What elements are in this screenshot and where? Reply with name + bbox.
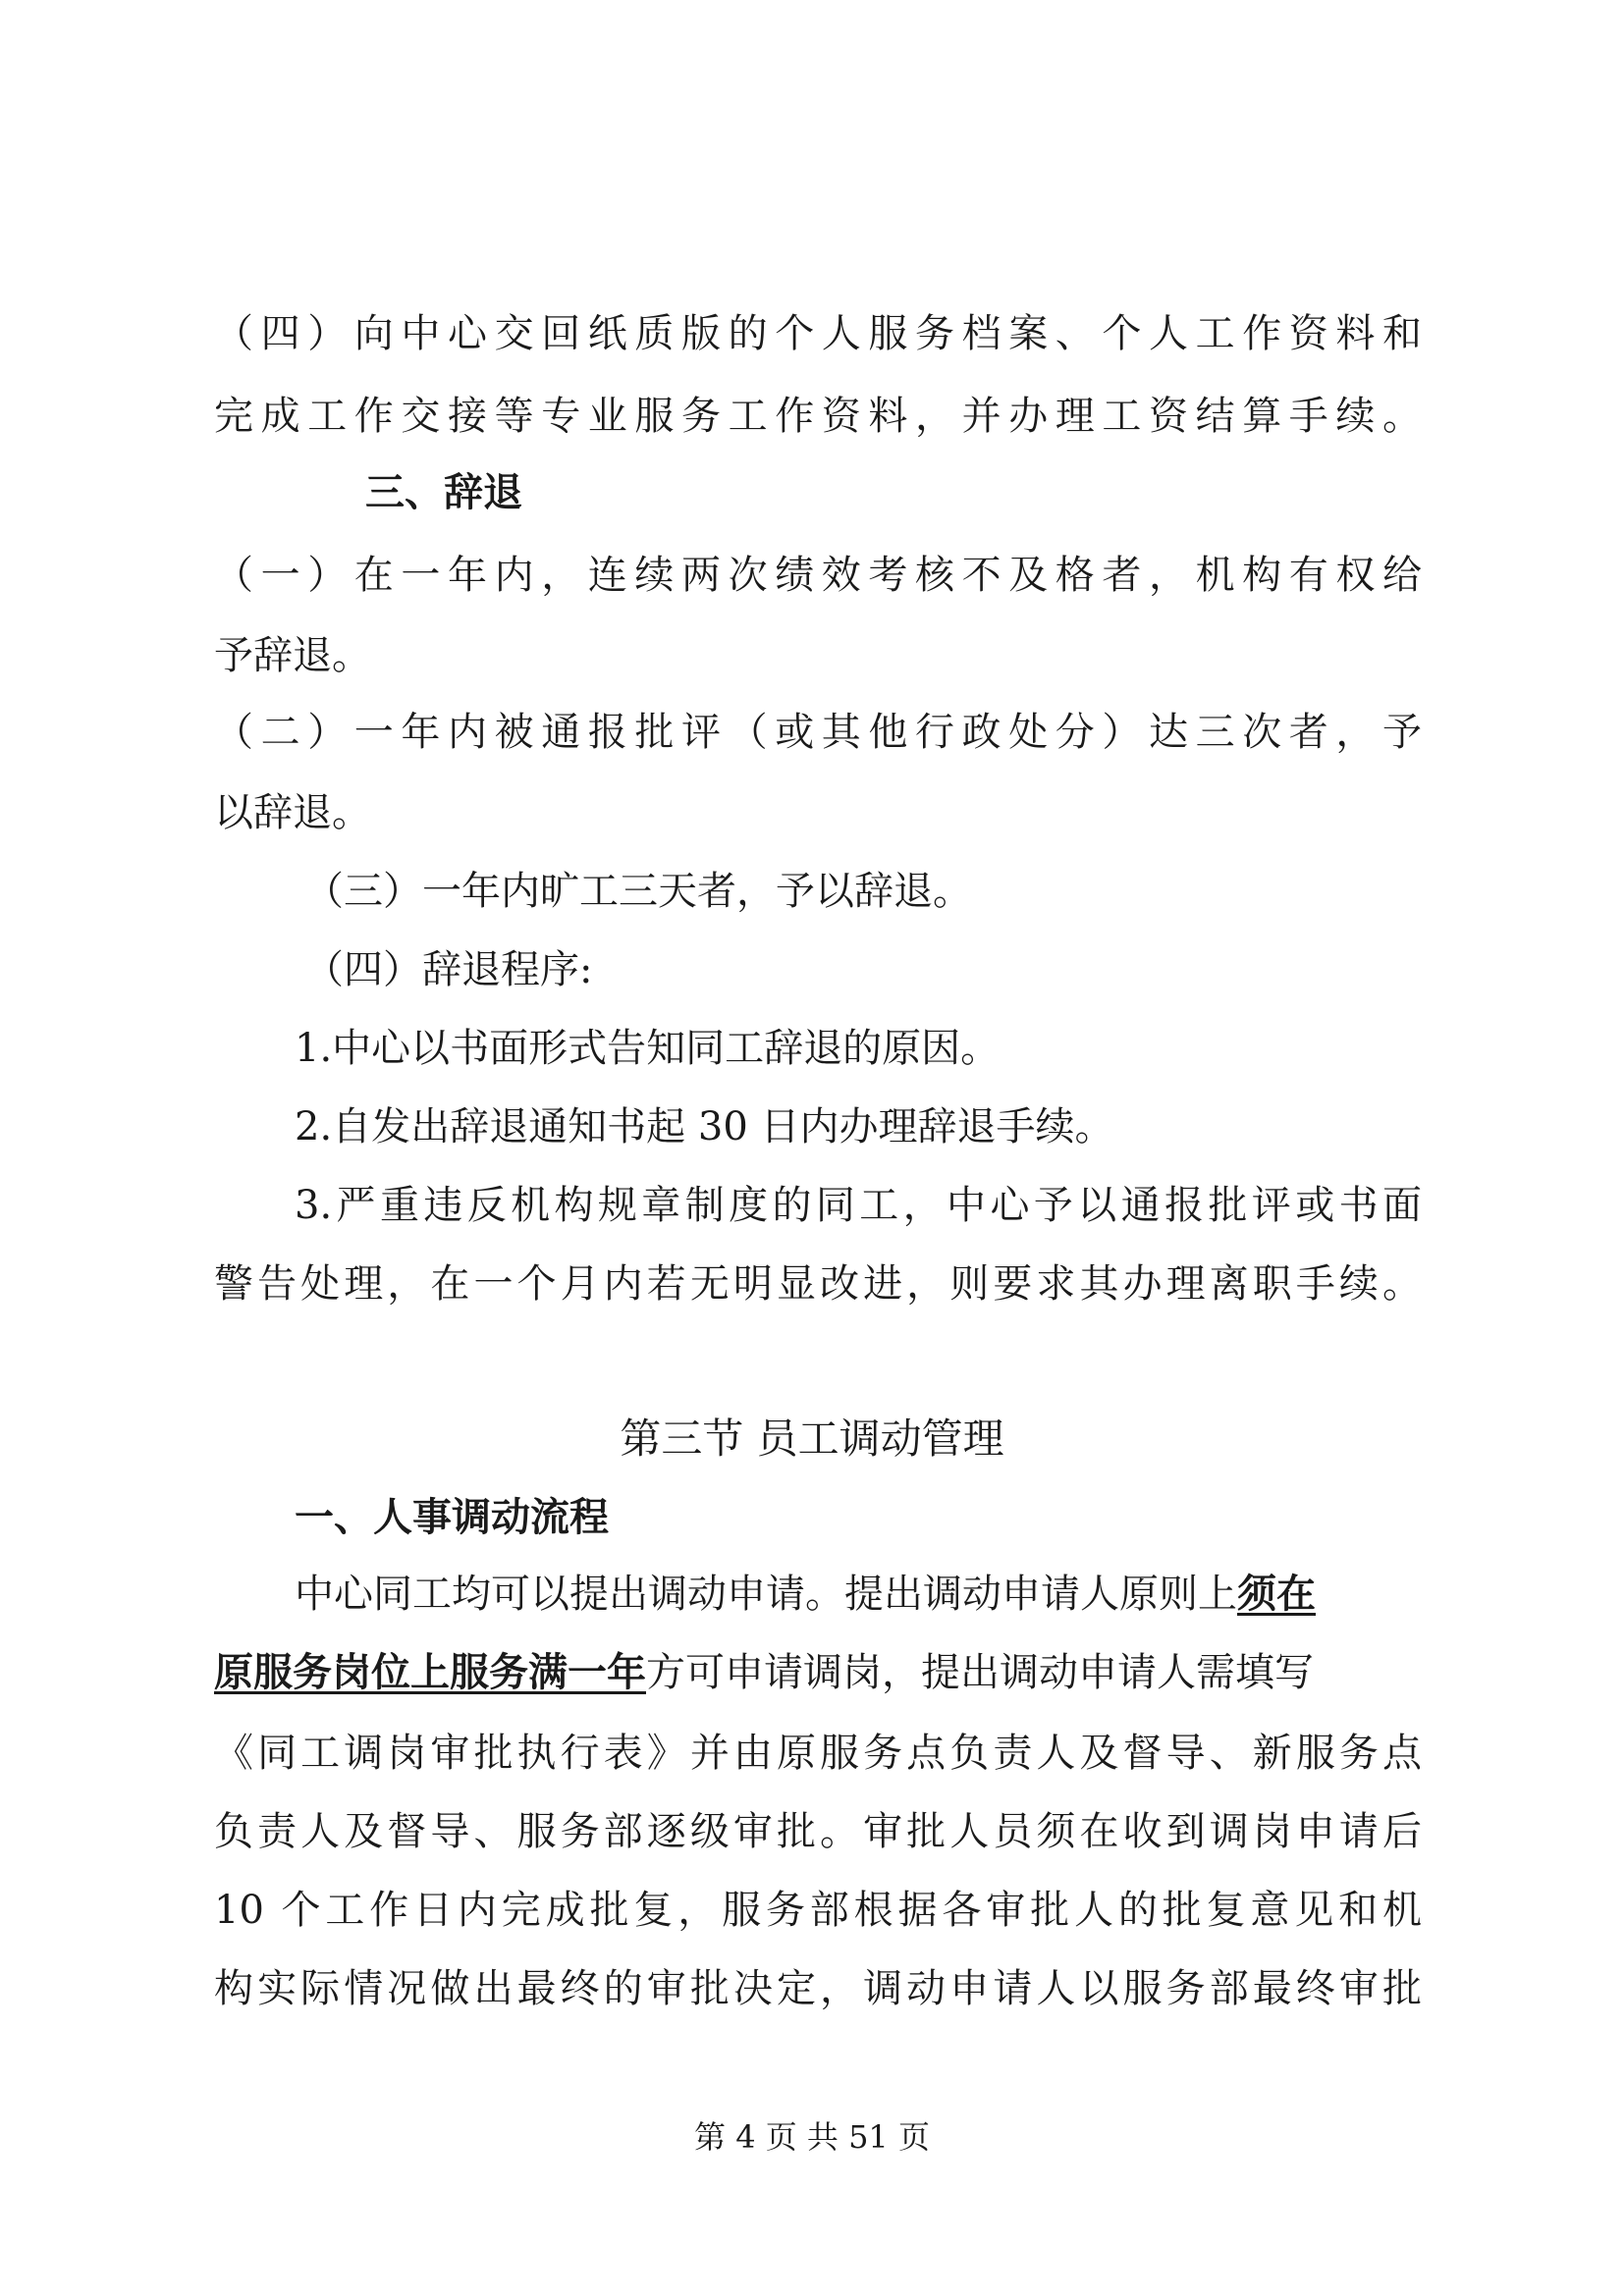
paragraph-line-6: 构实际情况做出最终的审批决定，调动申请人以服务部最终审批	[214, 1966, 1422, 2011]
dismissal-step-1: 1.中心以书面形式告知同工辞退的原因。	[295, 1026, 1001, 1071]
paragraph-line-2	[214, 1645, 1422, 1700]
dismissal-item-2-line-1: （二）一年内被通报批评（或其他行政处分）达三次者，予	[214, 710, 1422, 755]
underlined-requirement-2: 原服务岗位上服务满一年	[214, 1649, 646, 1695]
underlined-requirement-1: 须在	[1237, 1571, 1316, 1617]
dismissal-step-3-line-2: 警告处理，在一个月内若无明显改进，则要求其办理离职手续。	[214, 1261, 1422, 1307]
paragraph-line-3: 《同工调岗审批执行表》并由原服务点负责人及督导、新服务点	[214, 1731, 1422, 1776]
dismissal-item-1-line-1: （一）在一年内，连续两次绩效考核不及格者，机构有权给	[214, 553, 1422, 598]
dismissal-item-1-line-2: 予辞退。	[214, 633, 371, 678]
dismissal-step-2: 2.自发出辞退通知书起 30 日内办理辞退手续。	[295, 1104, 1114, 1149]
paragraph-line-1	[295, 1567, 1422, 1622]
dismissal-item-2-line-2: 以辞退。	[214, 790, 371, 835]
item-4-line-1: （四）向中心交回纸质版的个人服务档案、个人工作资料和	[214, 311, 1422, 356]
paragraph-line-2-text: 方可申请调岗，提出调动申请人需填写	[646, 1650, 1314, 1695]
dismissal-step-3-line-1: 3.严重违反机构规章制度的同工，中心予以通报批评或书面	[295, 1183, 1422, 1228]
paragraph-line-4: 负责人及督导、服务部逐级审批。审批人员须在收到调岗申请后	[214, 1809, 1422, 1854]
item-4-line-2: 完成工作交接等专业服务工作资料，并办理工资结算手续。	[214, 394, 1422, 439]
section-title: 第三节 员工调动管理	[620, 1415, 1004, 1463]
paragraph-line-5: 10 个工作日内完成批复，服务部根据各审批人的批复意见和机	[214, 1888, 1422, 1933]
dismissal-heading: 三、辞退	[365, 469, 522, 515]
dismissal-item-4: （四）辞退程序:	[304, 947, 593, 992]
paragraph-line-1-text: 中心同工均可以提出调动申请。提出调动申请人原则上	[295, 1572, 1237, 1617]
page-number-footer: 第 4 页 共 51 页	[694, 2118, 930, 2156]
dismissal-item-3: （三）一年内旷工三天者，予以辞退。	[304, 869, 972, 914]
section-heading: 一、人事调动流程	[295, 1494, 609, 1540]
